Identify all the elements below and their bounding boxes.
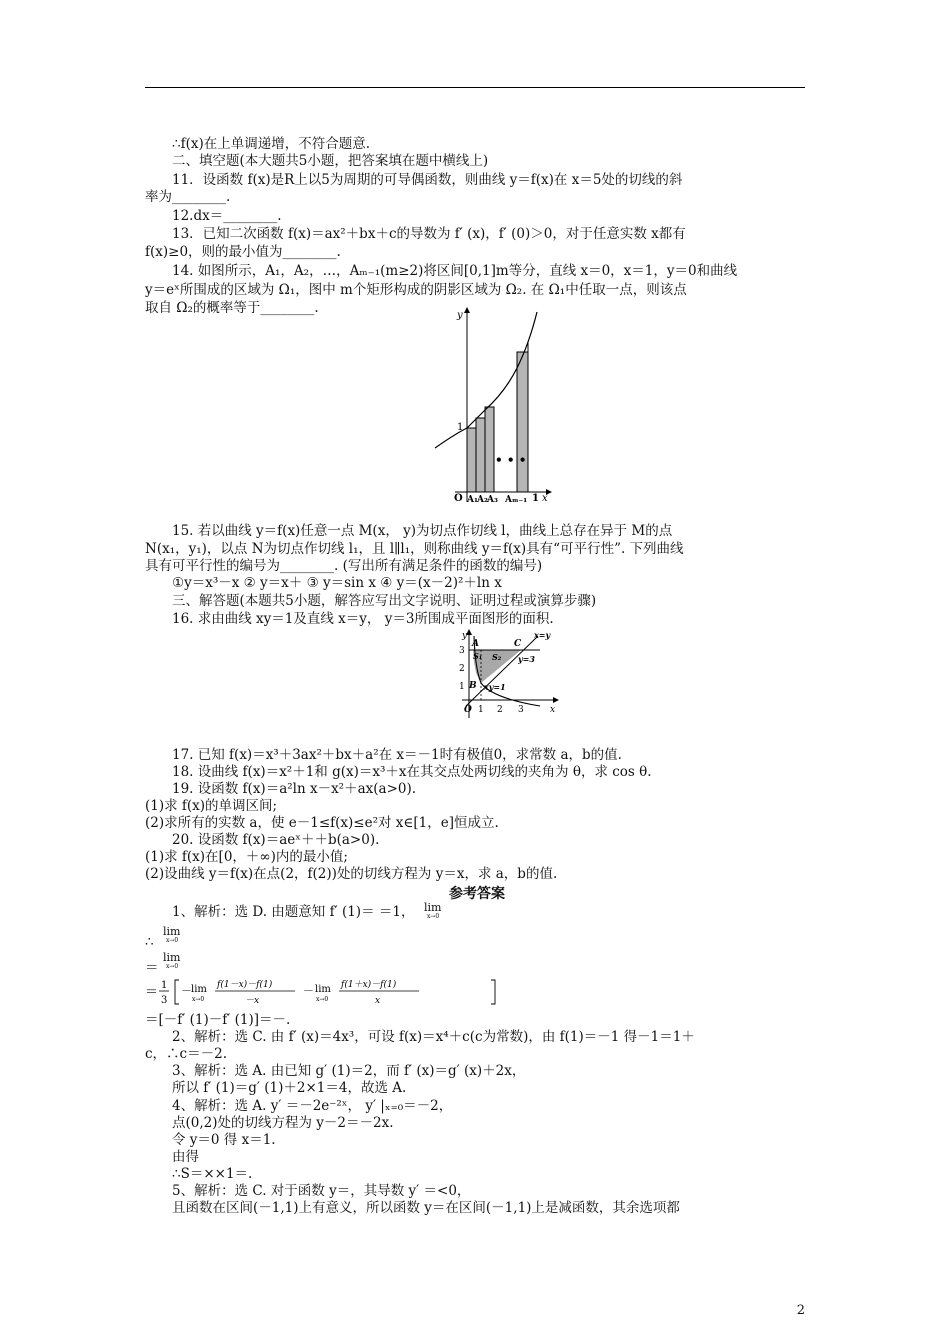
svg-text:f(1＋x)－f(1): f(1＋x)－f(1) (341, 980, 397, 990)
point-label: C (514, 639, 522, 649)
svg-text:－x: －x (245, 996, 260, 1006)
tick-one-y: 1 (457, 422, 464, 433)
question-14: 14. 如图所示，A₁，A₂，…，Aₘ₋₁(m≥2)将区间[0,1]m等分，直线 x＝0，x＝1，y＝0和曲线 (172, 263, 738, 279)
limit-symbol: lim x→0 (163, 951, 181, 970)
shaded-rectangle (476, 418, 485, 492)
question-15: 15. 若以曲线 y＝f(x)任意一点 M(x， y)为切点作切线 l，曲线上总存在异于 M的点 (172, 523, 673, 539)
header-rule (145, 87, 805, 88)
text-line: 且函数在区间(－1,1)上有意义，所以函数 y＝在区间(－1,1)上是减函数，其余选项都 (172, 1200, 680, 1216)
svg-text:1: 1 (161, 980, 168, 991)
point-label: A (472, 639, 479, 649)
point-label: B (469, 681, 477, 691)
svg-text:－: － (181, 984, 192, 997)
svg-text:＝: ＝ (145, 985, 159, 1000)
answer-4: 4、解析：选 A. y′ ＝－2e⁻²ˣ， y′ |ₓ₌₀＝－2， (172, 1098, 453, 1114)
limit-symbol: lim x→0 (163, 925, 181, 944)
section-heading: 三、解答题(本题共5小题，解答应写出文字说明、证明过程或演算步骤) (172, 593, 597, 609)
figure-region-xy1 (444, 628, 564, 722)
question-16: 16. 求由曲线 xy＝1及直线 x＝y， y＝3所围成平面图形的面积. (172, 611, 554, 627)
tick-label: A₂ (477, 495, 488, 505)
axis-label-y: y (457, 310, 463, 321)
section-heading: 二、填空题(本大题共5小题，把答案填在题中横线上) (172, 153, 489, 169)
svg-text:x→0: x→0 (316, 996, 329, 1003)
question-12: 12.dx＝________. (172, 208, 282, 224)
axis-label-x: x (550, 705, 556, 715)
text-line: ＝[－f′ (1)－f′ (1)]＝－. (145, 1012, 291, 1028)
question-18: 18. 设曲线 f(x)＝x²＋1和 g(x)＝x³＋x在其交点处两切线的夹角为 θ，求 cos θ. (172, 764, 652, 780)
text-line: ∴ (145, 934, 154, 950)
x-tick: 3 (518, 705, 524, 715)
text-line: 由得 (172, 1149, 199, 1165)
svg-text:f(1－x)－f(1): f(1－x)－f(1) (217, 980, 273, 990)
svg-text:3: 3 (161, 995, 168, 1006)
text-line: 取自 Ω₂的概率等于________. (145, 300, 319, 316)
answer-1: 1、解析：选 D. 由题意知 f′ (1)＝ ＝1， (172, 904, 415, 920)
text-line: N(x₁，y₁)，以点 N为切点作切线 l₁，且 l∥l₁，则称曲线 y＝f(x)具有“可平行性”. 下列曲线 (145, 541, 684, 557)
question-13: 13．已知二次函数 f(x)＝ax²＋bx＋c的导数为 f′ (x)，f′ (0)＞0，对于任意实数 x都有 (172, 226, 686, 242)
line-label: x=y (534, 630, 551, 640)
limit-formula (145, 976, 505, 1008)
tick-label: A₁ (467, 495, 478, 505)
text-line: ＝ (145, 960, 159, 976)
svg-text:x: x (375, 996, 381, 1006)
text-line: 率为________. (145, 189, 231, 205)
text-line: c，∴c＝－2. (145, 1046, 228, 1062)
svg-text:lim: lim (315, 984, 331, 995)
question-17: 17. 已知 f(x)＝x³＋3ax²＋bx＋a²在 x＝－1时有极值0，求常数 a，b的值. (172, 747, 622, 763)
origin-label: O (454, 493, 463, 504)
shaded-rectangle (485, 407, 494, 492)
text-line: (2)设曲线 y＝f(x)在点(2，f(2))处的切线方程为 y＝x，求 a，b的值. (145, 866, 558, 882)
question-11: 11．设函数 f(x)是R上以5为周期的可导偶函数，则曲线 y＝f(x)在 x＝5处的切线的斜 (172, 172, 683, 188)
figure-rectangles-under-exp (425, 306, 555, 506)
text-line: y＝eˣ所围成的区域为 Ω₁，图中 m个矩形构成的阴影区域为 Ω₂. 在 Ω₁中任取一点，则该点 (145, 282, 687, 298)
axis-label-y: y (462, 631, 468, 641)
curve-label: xy=1 (484, 682, 506, 692)
text-line: 具有可平行性的编号为________. (写出所有满足条件的函数的编号) (145, 558, 543, 574)
svg-text:－: － (303, 984, 314, 997)
text-line: f(x)≥0，则的最小值为________. (145, 244, 341, 260)
ellipsis-dots: • • • (495, 453, 527, 467)
tick-label: A₃ (487, 495, 498, 505)
axis-label-x: x (542, 493, 548, 504)
options-line: ①y＝x³－x ② y＝x＋ ③ y＝sin x ④ y＝(x－2)²＋ln x (172, 575, 502, 591)
region-label: S₂ (492, 652, 502, 662)
y-tick: 3 (459, 646, 465, 656)
tick-one-x: 1 (532, 493, 539, 504)
region-label: S₁ (473, 651, 483, 661)
text-line: ∴f(x)在上单调递增，不符合题意. (172, 136, 371, 152)
text-line: (1)求 f(x)在[0，＋∞)内的最小值; (145, 849, 348, 865)
question-20: 20. 设函数 f(x)＝aeˣ＋＋b(a>0). (172, 832, 380, 848)
answer-5: 5、解析：选 C. 对于函数 y＝，其导数 y′ ＝<0， (172, 1183, 471, 1199)
y-tick: 2 (459, 664, 465, 674)
text-line: (2)求所有的实数 a，使 e－1≤f(x)≤e²对 x∈[1，e]恒成立. (145, 815, 499, 831)
shaded-rectangle (517, 352, 528, 492)
shaded-rectangle (467, 428, 476, 492)
question-19: 19. 设函数 f(x)＝a²ln x－x²＋ax(a>0). (172, 781, 417, 797)
text-line: ∴S＝××1＝. (172, 1166, 253, 1182)
answers-heading: 参考答案 (449, 886, 505, 902)
svg-text:lim: lim (191, 984, 207, 995)
line-label: y=3 (518, 654, 535, 664)
page-number: 2 (796, 1303, 805, 1318)
origin-label: O (464, 705, 472, 715)
x-tick: 1 (478, 705, 484, 715)
answer-3: 3、解析：选 A. 由已知 g′ (1)＝2，而 f′ (x)＝g′ (x)＋2x， (172, 1063, 526, 1079)
x-tick: 2 (497, 705, 503, 715)
text-line: 点(0,2)处的切线方程为 y－2＝－2x. (172, 1115, 394, 1131)
answer-2: 2、解析：选 C. 由 f′ (x)＝4x³，可设 f(x)＝x⁴＋c(c为常数)，由 f(1)＝－1 得－1＝1＋ (172, 1029, 695, 1045)
limit-symbol: lim x→0 (424, 901, 442, 920)
tick-label: Aₘ₋₁ (505, 495, 528, 505)
y-tick: 1 (459, 682, 465, 692)
svg-text:x→0: x→0 (192, 996, 205, 1003)
text-line: 所以 f′ (1)＝g′ (1)＋2×1＝4，故选 A. (172, 1080, 407, 1096)
text-line: (1)求 f(x)的单调区间; (145, 798, 278, 814)
text-line: 令 y＝0 得 x＝1. (172, 1132, 276, 1148)
